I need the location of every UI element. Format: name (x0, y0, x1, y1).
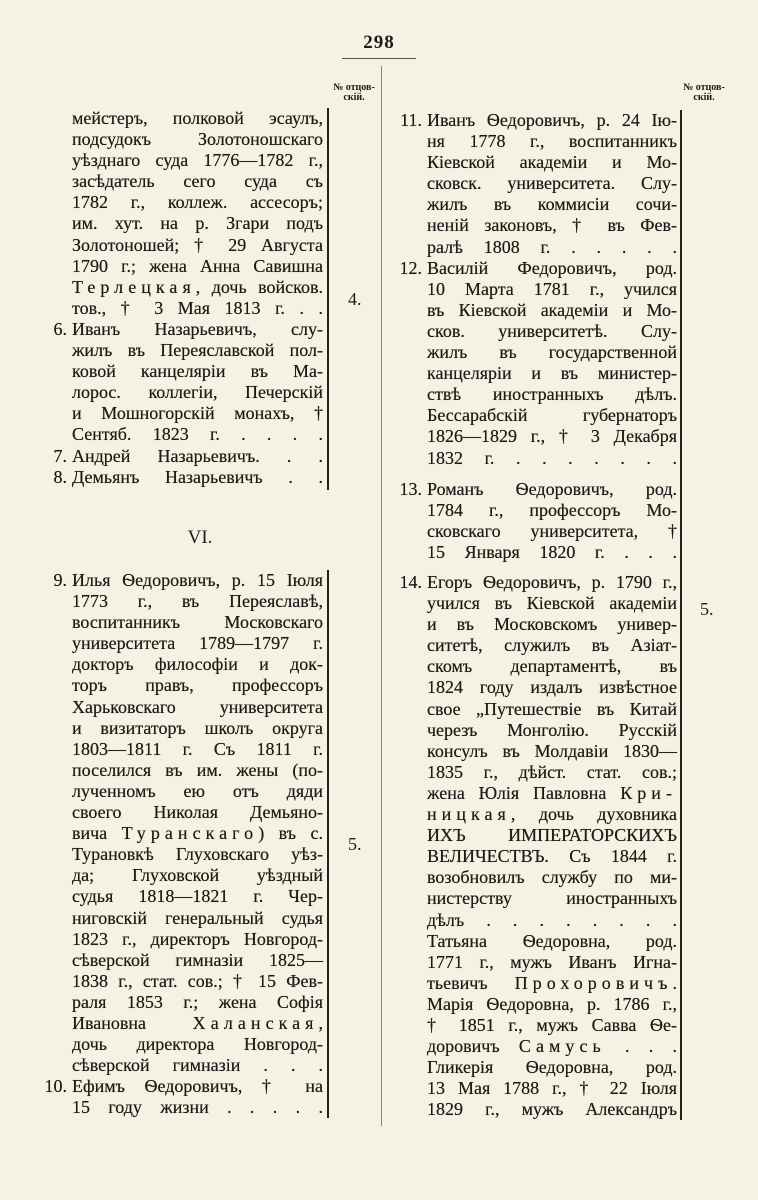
entry-first-line (53, 570, 323, 591)
text-line (427, 1099, 677, 1120)
text-line (427, 699, 677, 720)
line-text: и въ Московскомъ универ- (427, 614, 677, 635)
line-text: Татьяна Ѳедоровна, род. (427, 930, 677, 951)
line-text: да; Глуховской уѣздный (72, 865, 323, 886)
text-line (427, 279, 677, 300)
text-line (72, 403, 323, 424)
text-line (72, 802, 323, 823)
line-text: ниговскій генеральный судья (72, 907, 323, 928)
line-text: раля 1853 г.; жена Софія (72, 991, 323, 1012)
line-text: Турановкѣ Глуховскаго уѣз- (72, 844, 323, 865)
text-line (427, 405, 677, 426)
line-text: Золотоношей; † 29 Августа (72, 234, 323, 255)
text-segment: . (672, 972, 677, 993)
right-column-middle (399, 479, 677, 563)
line-text: черезъ Монголію. Русскій (427, 719, 677, 740)
text-segment: , (318, 1012, 323, 1033)
text-segment: доровичъ (427, 1036, 519, 1057)
text-line (72, 760, 323, 781)
line-text: 1803—1811 г. Съ 1811 г. (72, 738, 323, 759)
line-text: дѣлъ . . . . . . . . (427, 909, 677, 930)
line-text: Демьянъ Назарьевичъ . . (72, 466, 323, 487)
line-text: 1823 г., директоръ Новгород- (72, 928, 323, 949)
line-text: 1773 г., въ Переяславѣ, (72, 591, 323, 612)
text-line (427, 804, 677, 825)
text-line (72, 1097, 323, 1118)
text-line (72, 823, 323, 844)
line-text: 1784 г., профессоръ Мо- (427, 500, 677, 521)
line-text: жилъ въ государственной (427, 342, 677, 363)
text-line (427, 635, 677, 656)
line-text: свое „Путешествіе въ Китай (427, 698, 677, 719)
text-line (72, 298, 323, 319)
line-text: Сентяб. 1823 г. . . . . (72, 424, 323, 445)
generation-mark-left-lower: 5. (348, 834, 362, 854)
line-text: Егоръ Ѳедоровичъ, р. 1790 г., (427, 572, 677, 592)
entry-number: 10. (44, 1076, 67, 1097)
line-text: Гликерія Ѳедоровна, род. (427, 1057, 677, 1078)
line-text: и Мошногорскій монахъ, † (72, 403, 323, 424)
text-line (427, 521, 677, 542)
line-text: 1838 г., стат. сов.; † 15 Фев- (72, 970, 323, 991)
text-line (72, 1055, 323, 1076)
line-text: Марія Ѳедоровна, р. 1786 г., (427, 993, 677, 1014)
text-segment: . . . (605, 1036, 677, 1057)
line-text: Илья Ѳедоровичъ, р. 15 Іюля (72, 570, 323, 590)
text-line (72, 844, 323, 865)
line-text: университета 1789—1797 г. (72, 633, 323, 654)
text-line (427, 342, 677, 363)
text-line (72, 424, 323, 445)
text-line (427, 215, 677, 236)
text-line (427, 131, 677, 152)
section-heading: VI. (187, 527, 213, 548)
text-line (427, 363, 677, 384)
text-line (72, 235, 323, 256)
line-text: мейстеръ, полковой эсаулъ, (72, 108, 323, 128)
left-column-upper (53, 108, 323, 488)
spaced-surname: Терлецкая (72, 276, 196, 297)
text-line (427, 593, 677, 614)
spaced-surname: Самусь (518, 1036, 606, 1057)
line-text: учился въ Кіевской академіи (427, 593, 677, 614)
entry-first-line (44, 1076, 323, 1097)
line-text: Кіевской академіи и Мо- (427, 152, 677, 173)
family-bracket-left-lower (327, 570, 329, 1118)
spaced-surname: ницкая (427, 804, 511, 825)
text-line (72, 213, 323, 234)
line-text: канцеляріи и въ министер- (427, 363, 677, 384)
text-line (72, 697, 323, 718)
line-text: сѣверской гимназіи . . . (72, 1055, 323, 1076)
text-line (72, 971, 323, 992)
entry-first-line (53, 445, 323, 467)
line-text: Харьковскаго университета (72, 696, 323, 717)
text-line (427, 152, 677, 173)
line-text: 1826—1829 г., † 3 Декабря (427, 426, 677, 447)
line-text: нистерству иностранныхъ (427, 888, 677, 909)
column-header-left: № отцов-скій. (333, 82, 375, 103)
text-segment: жена Юлія Павловна (427, 782, 621, 803)
entry-first-line (399, 479, 677, 500)
line-text: лорос. коллегіи, Печерскій (72, 382, 323, 403)
text-line (72, 781, 323, 802)
text-segment: вича (72, 823, 122, 844)
text-line (427, 910, 677, 931)
text-line (72, 908, 323, 929)
text-line (427, 677, 677, 698)
line-text: жилъ въ коммисіи сочи- (427, 194, 677, 215)
line-text: 1829 г., мужъ Александръ (427, 1099, 677, 1120)
line-text: воспитанникъ Московскаго (72, 612, 323, 633)
line-text: 1824 году издалъ извѣстное (427, 677, 677, 698)
line-text: 1790 г.; жена Анна Савишна (72, 255, 323, 276)
entry-first-line (399, 257, 677, 279)
text-line (72, 992, 323, 1013)
entry-number: 8. (53, 466, 67, 487)
line-text: ня 1778 г., воспитанникъ (427, 131, 677, 152)
text-line (427, 973, 677, 994)
text-segment: , дочь войсков. (195, 276, 323, 297)
spaced-surname: Туранскаго (121, 823, 259, 844)
entry-first-line (399, 572, 677, 593)
text-line (427, 448, 677, 469)
line-text: жилъ въ Переяславской пол- (72, 340, 323, 361)
text-line (427, 656, 677, 677)
line-text: засѣдатель сего суда съ (72, 171, 323, 192)
text-segment: ) въ с. (258, 823, 323, 844)
line-text: 1832 г. . . . . . . . (427, 447, 677, 468)
line-text: 15 Января 1820 г. . . . (427, 542, 677, 563)
line-text: 1835 г., дѣйст. стат. сов.; (427, 761, 677, 782)
text-line (427, 194, 677, 215)
text-line (72, 1034, 323, 1055)
text-line (72, 654, 323, 675)
family-bracket-left-upper (327, 108, 329, 490)
right-column-upper (399, 110, 677, 469)
text-line (427, 384, 677, 405)
column-divider (381, 66, 382, 1126)
line-text: 1782 г., коллеж. ассесоръ; (72, 192, 323, 213)
entry-first-line (53, 466, 323, 488)
text-line (427, 173, 677, 194)
spaced-surname: Кри- (620, 782, 677, 803)
entry-first-line (53, 318, 323, 340)
line-text: лученномъ ею отъ дяди (72, 780, 323, 801)
text-line (427, 1036, 677, 1057)
text-line (427, 500, 677, 521)
text-line (72, 612, 323, 633)
line-text: Василій Федоровичъ, род. (427, 257, 677, 278)
text-line (72, 171, 323, 192)
page-number-rule (342, 58, 416, 59)
line-text: Иванъ Ѳедоровичъ, р. 24 Ію- (427, 110, 677, 130)
text-line (72, 129, 323, 150)
text-line (72, 277, 323, 298)
text-line (427, 741, 677, 762)
line-text: подсудокъ Золотоношскаго (72, 129, 323, 150)
line-text: докторъ философіи и док- (72, 654, 323, 675)
text-line (427, 614, 677, 635)
spaced-surname: Халанская (192, 1012, 319, 1033)
text-line (427, 888, 677, 909)
page-number: 298 (363, 32, 395, 53)
text-segment: , дочь духовника (510, 804, 677, 825)
line-text: 15 году жизни . . . . . (72, 1097, 323, 1118)
text-line (72, 718, 323, 739)
entry-number: 6. (53, 318, 67, 339)
text-line (72, 361, 323, 382)
spaced-surname: Прохоровичъ (514, 972, 673, 993)
entry-number: 14. (399, 572, 422, 592)
text-line (72, 739, 323, 760)
line-text: 1771 г., мужъ Иванъ Игна- (427, 951, 677, 972)
text-line (427, 237, 677, 258)
line-text: Андрей Назарьевичъ. . . (72, 445, 323, 466)
entry-number: 12. (399, 257, 422, 278)
line-text: консулъ въ Молдавіи 1830— (427, 740, 677, 761)
line-text: им. хут. на р. Згари подъ (72, 213, 323, 234)
text-line (427, 321, 677, 342)
generation-mark-right: 5. (700, 599, 714, 619)
line-text: ствѣ иностранныхъ дѣлъ. (427, 384, 677, 405)
line-text: поселился въ им. жены (по- (72, 759, 323, 780)
text-line (427, 952, 677, 973)
line-text: тов., † 3 Мая 1813 г. . . (72, 297, 323, 318)
text-line (427, 994, 677, 1015)
text-line (72, 865, 323, 886)
text-line (72, 340, 323, 361)
line-text: сковск. университета. Слу- (427, 173, 677, 194)
line-text: 10 Марта 1781 г., учился (427, 278, 677, 299)
text-line (72, 633, 323, 654)
line-text: въ Кіевской академіи и Мо- (427, 299, 677, 320)
text-line (72, 929, 323, 950)
line-text: ВЕЛИЧЕСТВЪ. Съ 1844 г. (427, 846, 677, 867)
text-line (427, 825, 677, 846)
line-text: уѣзднаго суда 1776—1782 г., (72, 150, 323, 171)
generation-mark-left-upper: 4. (348, 289, 362, 309)
line-text: скомъ департаментѣ, въ (427, 656, 677, 677)
text-line (72, 382, 323, 403)
line-text: ИХЪ ИМПЕРАТОРСКИХЪ (427, 825, 677, 846)
line-text: Романъ Ѳедоровичъ, род. (427, 479, 677, 499)
text-line (72, 108, 323, 129)
line-text: неній законовъ, † въ Фев- (427, 215, 677, 236)
text-line (427, 783, 677, 804)
line-text: торъ правъ, профессоръ (72, 675, 323, 696)
text-line (72, 256, 323, 277)
line-text: ралѣ 1808 г. . . . . . (427, 236, 677, 257)
text-line (427, 542, 677, 563)
line-text: сковскаго университета, † (427, 521, 677, 542)
entry-number: 9. (53, 570, 67, 590)
line-text: своего Николая Демьяно- (72, 802, 323, 823)
left-column-lower (44, 570, 323, 1118)
line-text: ковой канцеляріи въ Ма- (72, 361, 323, 382)
text-line (427, 720, 677, 741)
line-text: и визитаторъ школъ округа (72, 717, 323, 738)
text-line (427, 762, 677, 783)
text-line (427, 931, 677, 952)
text-line (72, 591, 323, 612)
line-text: сѣверской гимназіи 1825— (72, 949, 323, 970)
line-text: возобновилъ службу по ми- (427, 867, 677, 888)
entry-first-line (400, 110, 677, 131)
text-line (427, 300, 677, 321)
entry-number: 11. (400, 110, 422, 130)
line-text: дочь директора Новгород- (72, 1034, 323, 1055)
text-line (427, 867, 677, 888)
line-text: сков. университетѣ. Слу- (427, 320, 677, 341)
family-bracket-right (680, 110, 682, 1120)
text-line (427, 1057, 677, 1078)
column-header-right: № отцов-скій. (683, 82, 725, 103)
line-text: 13 Мая 1788 г., † 22 Іюля (427, 1078, 677, 1099)
text-segment: Ивановна (72, 1012, 193, 1033)
line-text: Бессарабскій губернаторъ (427, 405, 677, 426)
line-text: † 1851 г., мужъ Савва Ѳе- (427, 1014, 677, 1035)
text-segment: тьевичъ (427, 972, 515, 993)
entry-number: 13. (399, 479, 422, 499)
line-text: Ефимъ Ѳедоровичъ, † на (72, 1076, 323, 1097)
text-line (427, 1015, 677, 1036)
text-line (72, 150, 323, 171)
text-line (72, 192, 323, 213)
line-text: Иванъ Назарьевичъ, слу- (72, 318, 323, 339)
text-line (72, 675, 323, 696)
text-line (427, 1078, 677, 1099)
line-text: судья 1818—1821 г. Чер- (72, 886, 323, 907)
text-line (72, 1013, 323, 1034)
text-line (427, 846, 677, 867)
entry-number: 7. (53, 445, 67, 466)
text-line (427, 426, 677, 447)
right-column-lower (399, 572, 677, 1120)
text-line (72, 950, 323, 971)
text-line (72, 886, 323, 907)
line-text: ситетѣ, служилъ въ Азіат- (427, 635, 677, 656)
